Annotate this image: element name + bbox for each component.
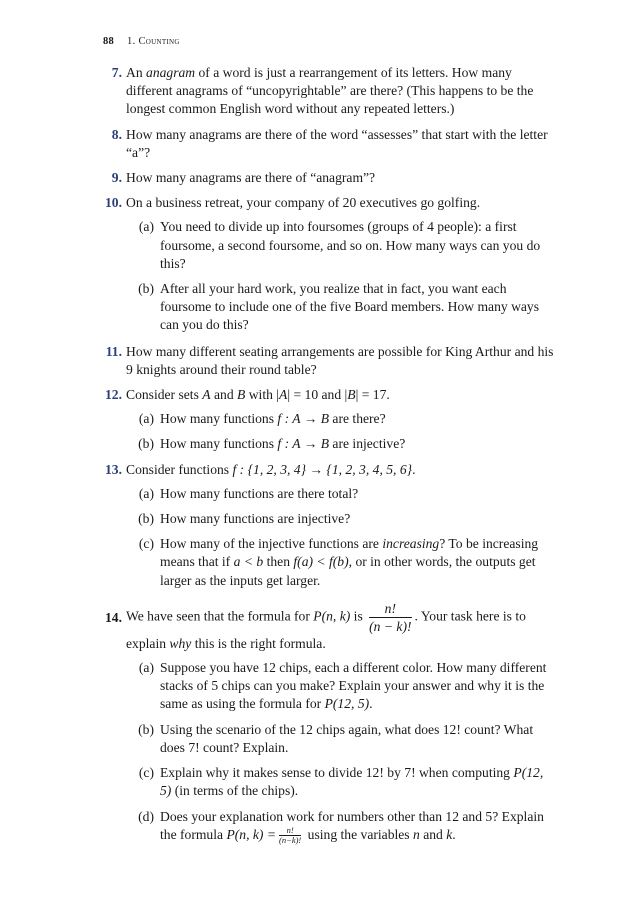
problem-number: 8. [111, 126, 122, 142]
problem-14d: (d) Does your explanation work for numbers other than 12 and 5? Explain the formula P(n, k) = $\frac{n!}{(n-k)!}$ using the variables n and k. [138, 808, 544, 846]
term-anagram: anagram [146, 65, 196, 80]
problem-number: 9. [111, 170, 122, 186]
formula-fraction: $\frac{n!}{(n - k)!}$ [369, 600, 412, 634]
problem-list [94, 64, 554, 852]
problem-number: 7. [111, 65, 122, 80]
running-header [103, 33, 180, 51]
problem-10a: (a) You need to divide up into foursomes (groups of 4 people): a first foursome, a second foursome, and so on. How many ways can you do this? [138, 219, 541, 271]
problem-number: 10. [105, 195, 122, 211]
problem-12a: (a) How many functions f : A → B are there? [138, 411, 386, 427]
problem-10: 10. On a business retreat, your company of 20 executives go golfing. (a) You need to divide up into foursomes (groups of 4 people): a first foursome, a second foursome, and so on. How many ways can you do this? (b) After all your hard work, you realize that in fact, you want each foursome to include one of the five Board members. How many ways can you do this? [94, 194, 554, 334]
problem-14: 14. We have seen that the formula for P(n, k) is $\frac{n!}{(n - k)!}$ . Your task here is to explain why this is the right formula. (a) Suppose you have 12 chips, each a different color. How many different stacks of 5 chips can you make? Explain your answer and why it is the same as using the formula for P(12, 5). (b) Using the scenario of the 12 chips again, what does 12! count? What does 7! count? Explain. (c) Explain why it makes sense to divide 12! by 7! when computing P(12, 5) (in terms of the chips). (d) Does your explanation work for numbers other than 12 and 5? Explain the formula P(n, k) = $\frac{n!}{(n-k)!}$ using the variables n and k. [94, 600, 554, 845]
problem-number: 13. [105, 461, 122, 477]
problem-12: 12. Consider sets A and B with |A| = 10 and |B| = 17. (a) How many functions f : A → B are there? (b) How many functions f : A → B are injective? [94, 386, 554, 454]
problem-13c: (c) How many of the injective functions are increasing? To be increasing means that if a < b then f(a) < f(b), or in other words, the outputs get larger as the inputs get larger. [138, 536, 539, 588]
chapter-title: 1. Counting [127, 36, 180, 47]
problem-14c: (c) Explain why it makes sense to divide 12! by 7! when computing P(12, 5) (in terms of the chips). [138, 765, 544, 799]
problem-10b: (b) After all your hard work, you realize that in fact, you want each foursome to include one of the five Board members. How many ways can you do this? [138, 281, 540, 333]
problem-12b: (b) How many functions f : A → B are injective? [138, 436, 406, 452]
problem-number: 14. [105, 609, 122, 625]
problem-7: 7. An anagram of a word is just a rearrangement of its letters. How many different anagrams of “uncopyrightable” are there? (This happens to be the longest common English word without any repeated letters.) [94, 64, 554, 119]
problem-11: 11. How many different seating arrangements are possible for King Arthur and his 9 knights around their round table? [94, 343, 554, 379]
problem-number: 11. [105, 343, 122, 359]
problem-9: 9. How many anagrams are there of “anagram”? [94, 169, 554, 187]
inline-formula-fraction: $\frac{n!}{(n-k)!}$ [279, 825, 302, 846]
page-number: 88 [103, 36, 115, 47]
problem-13b: (b) How many functions are injective? [138, 511, 351, 527]
problem-number: 12. [105, 387, 122, 403]
problem-14a: (a) Suppose you have 12 chips, each a different color. How many different stacks of 5 chips can you make? Explain your answer and why it is the same as using the formula for P(12, 5). [138, 660, 547, 712]
problem-14b: (b) Using the scenario of the 12 chips again, what does 12! count? What does 7! count? Explain. [138, 721, 534, 755]
problem-13a: (a) How many functions are there total? [138, 485, 359, 501]
problem-8: 8. How many anagrams are there of the word “assesses” that start with the letter “a”? [94, 126, 554, 162]
problem-13: 13. Consider functions f : {1, 2, 3, 4} → {1, 2, 3, 4, 5, 6}. (a) How many functions are there total? (b) How many functions are injective? (c) How many of the injective functions are increasing? To be increasing means that if a < b then f(a) < f(b), or in other words, the outputs get larger as the inputs get larger. [94, 461, 554, 590]
